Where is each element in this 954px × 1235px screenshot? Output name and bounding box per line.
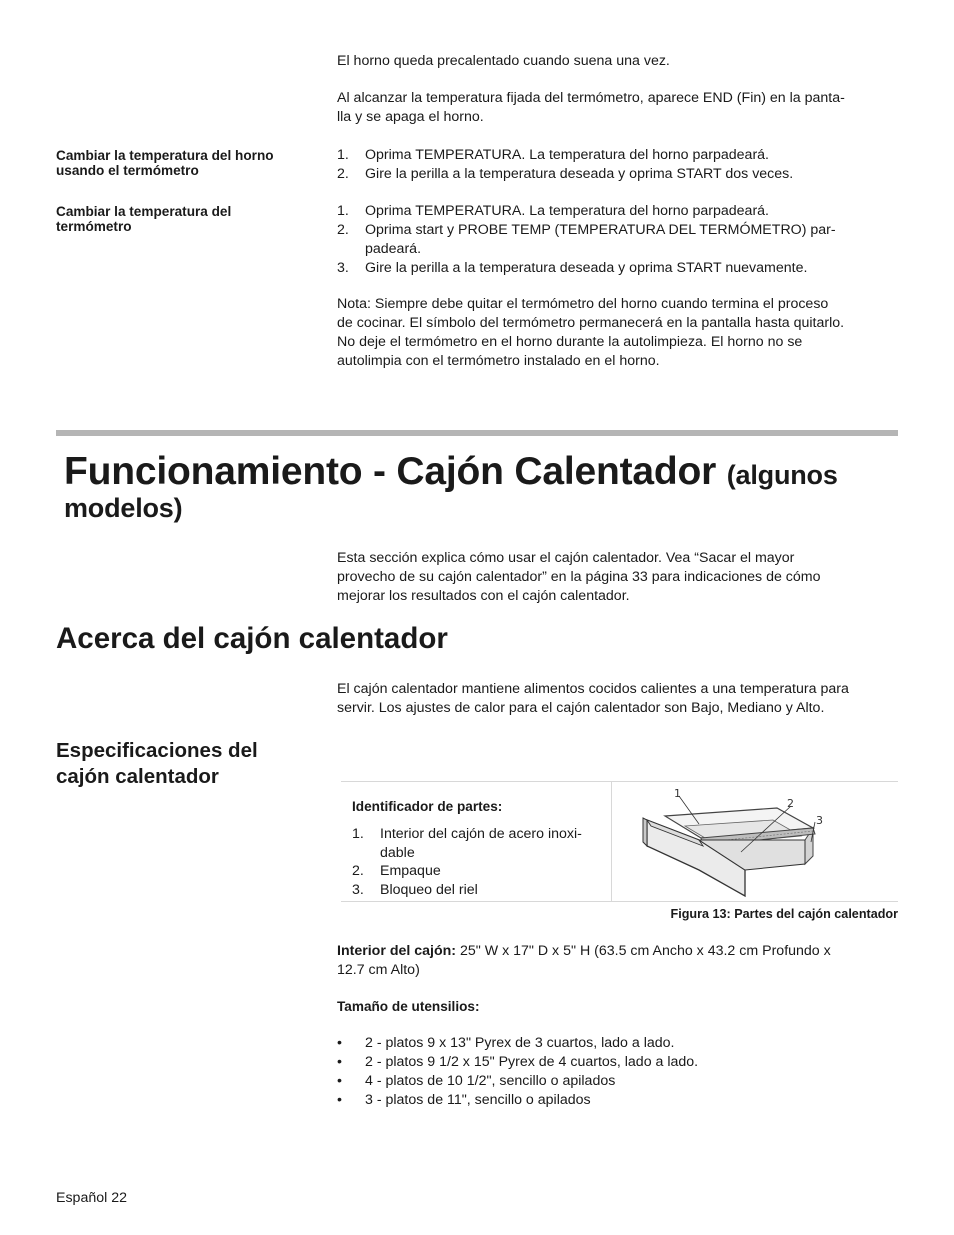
chapter-title-line-2: modelos): [64, 493, 183, 523]
figure-label-1: 1: [674, 787, 681, 800]
utensil-text: 4 - platos de 10 1/2", sencillo o apilados: [365, 1073, 616, 1089]
chapter-divider: [56, 430, 898, 436]
utensils-list: [337, 1034, 907, 1110]
preheat-paragraph: El horno queda precalentado cuando suena una vez.: [337, 53, 670, 69]
side-heading-line: Cambiar la temperatura del horno: [56, 148, 274, 163]
part-item: [352, 862, 607, 881]
step-text: Oprima TEMPERATURA. La temperatura del horno parpadeará.: [365, 203, 770, 219]
specs-heading-line: Especificaciones del: [56, 739, 258, 762]
end-paragraph: [337, 89, 907, 127]
warming-drawer-illustration: [637, 784, 837, 900]
parts-title: Identificador de partes:: [352, 799, 503, 814]
step-number: 2.: [337, 222, 349, 238]
end-paragraph-line-2: lla y se apaga el horno.: [337, 109, 484, 125]
steps-probe-temp: [337, 202, 907, 278]
interior-dimensions: [337, 942, 907, 980]
part-text: Bloqueo del riel: [380, 881, 478, 898]
side-heading-probe-temp: [56, 204, 231, 234]
parts-box-divider: [611, 782, 612, 901]
interior-line: 12.7 cm Alto): [337, 962, 420, 978]
utensil-item: [337, 1053, 907, 1072]
about-paragraph: [337, 680, 907, 718]
specs-heading: [56, 738, 258, 790]
part-number: 3.: [352, 881, 364, 898]
part-number: 2.: [352, 863, 364, 879]
step-text: Gire la perilla a la temperatura deseada y oprima START nuevamente.: [365, 260, 808, 276]
steps-oven-temp-probe: [337, 146, 907, 184]
figure-label-2: 2: [787, 797, 794, 810]
step-number: 1.: [337, 203, 349, 219]
parts-identifier-box: [341, 781, 898, 902]
part-item: [352, 825, 607, 862]
chapter-title-main: Funcionamiento - Cajón Calentador: [64, 450, 717, 493]
utensil-item: [337, 1091, 907, 1110]
step-number: 1.: [337, 147, 349, 163]
note-paragraph: [337, 295, 907, 371]
intro-line: Esta sección explica cómo usar el cajón calentador. Vea “Sacar el mayor: [337, 550, 795, 566]
page-footer: Español 22: [56, 1190, 127, 1206]
part-text: Interior del cajón de acero inoxi-: [380, 826, 582, 842]
step-item: [337, 259, 907, 278]
part-item: [352, 881, 607, 900]
bullet: •: [337, 1073, 342, 1089]
end-paragraph-line-1: Al alcanzar la temperatura fijada del termómetro, aparece END (Fin) en la panta-: [337, 90, 845, 106]
about-line: El cajón calentador mantiene alimentos cocidos calientes a una temperatura para: [337, 681, 849, 697]
about-line: servir. Los ajustes de calor para el cajón calentador son Bajo, Mediano y Alto.: [337, 700, 825, 716]
note-line: No deje el termómetro en el horno durante la autolimpieza. El horno no se: [337, 334, 803, 350]
bullet: •: [337, 1092, 342, 1108]
interior-line: [337, 942, 907, 961]
side-heading-line: Cambiar la temperatura del: [56, 204, 232, 219]
note-line: de cocinar. El símbolo del termómetro permanecerá en la pantalla hasta quitarlo.: [337, 315, 845, 331]
step-item: [337, 165, 907, 184]
step-number: 2.: [337, 166, 349, 182]
side-heading-line: usando el termómetro: [56, 163, 199, 178]
intro-line: mejorar los resultados con el cajón calentador.: [337, 588, 630, 604]
chapter-intro: [337, 549, 907, 606]
side-heading-oven-temp-probe: [56, 148, 274, 178]
utensil-text: 3 - platos de 11", sencillo o apilados: [365, 1092, 591, 1108]
step-text: padeará.: [365, 241, 422, 257]
bullet: •: [337, 1054, 342, 1070]
step-text: Gire la perilla a la temperatura deseada y oprima START dos veces.: [365, 166, 794, 182]
parts-list: [352, 825, 607, 899]
step-item: [337, 202, 907, 221]
utensil-text: 2 - platos 9 1/2 x 15" Pyrex de 4 cuartos, lado a lado.: [365, 1054, 699, 1070]
utensil-item: [337, 1034, 907, 1053]
utensil-item: [337, 1072, 907, 1091]
bullet: •: [337, 1035, 342, 1051]
step-text: Oprima start y PROBE TEMP (TEMPERATURA DEL TERMÓMETRO) par-: [365, 222, 836, 238]
about-heading: Acerca del cajón calentador: [56, 622, 448, 655]
step-item: [337, 221, 907, 259]
chapter-title-line-1: [64, 452, 904, 495]
figure-caption: Figura 13: Partes del cajón calentador: [670, 907, 898, 921]
note-line: autolimpia con el termómetro instalado en el horno.: [337, 353, 660, 369]
interior-label: Interior del cajón:: [337, 943, 457, 959]
part-number: 1.: [352, 826, 364, 842]
side-heading-line: termómetro: [56, 219, 132, 234]
specs-heading-line: cajón calentador: [56, 765, 219, 788]
chapter-title: [64, 452, 904, 523]
step-text: Oprima TEMPERATURA. La temperatura del horno parpadeará.: [365, 147, 770, 163]
intro-line: provecho de su cajón calentador” en la página 33 para indicaciones de cómo: [337, 569, 821, 585]
utensil-text: 2 - platos 9 x 13" Pyrex de 3 cuartos, lado a lado.: [365, 1035, 675, 1051]
figure-label-3: 3: [816, 814, 823, 827]
note-line: Nota: Siempre debe quitar el termómetro del horno cuando termina el proceso: [337, 296, 829, 312]
interior-value: 25" W x 17" D x 5" H (63.5 cm Ancho x 43.2 cm Profundo x: [456, 943, 831, 959]
part-text: dable: [380, 844, 415, 861]
step-item: [337, 146, 907, 165]
utensils-label: Tamaño de utensilios:: [337, 999, 480, 1014]
step-number: 3.: [337, 260, 349, 276]
chapter-title-sub: (algunos: [726, 460, 838, 490]
part-text: Empaque: [380, 863, 441, 879]
